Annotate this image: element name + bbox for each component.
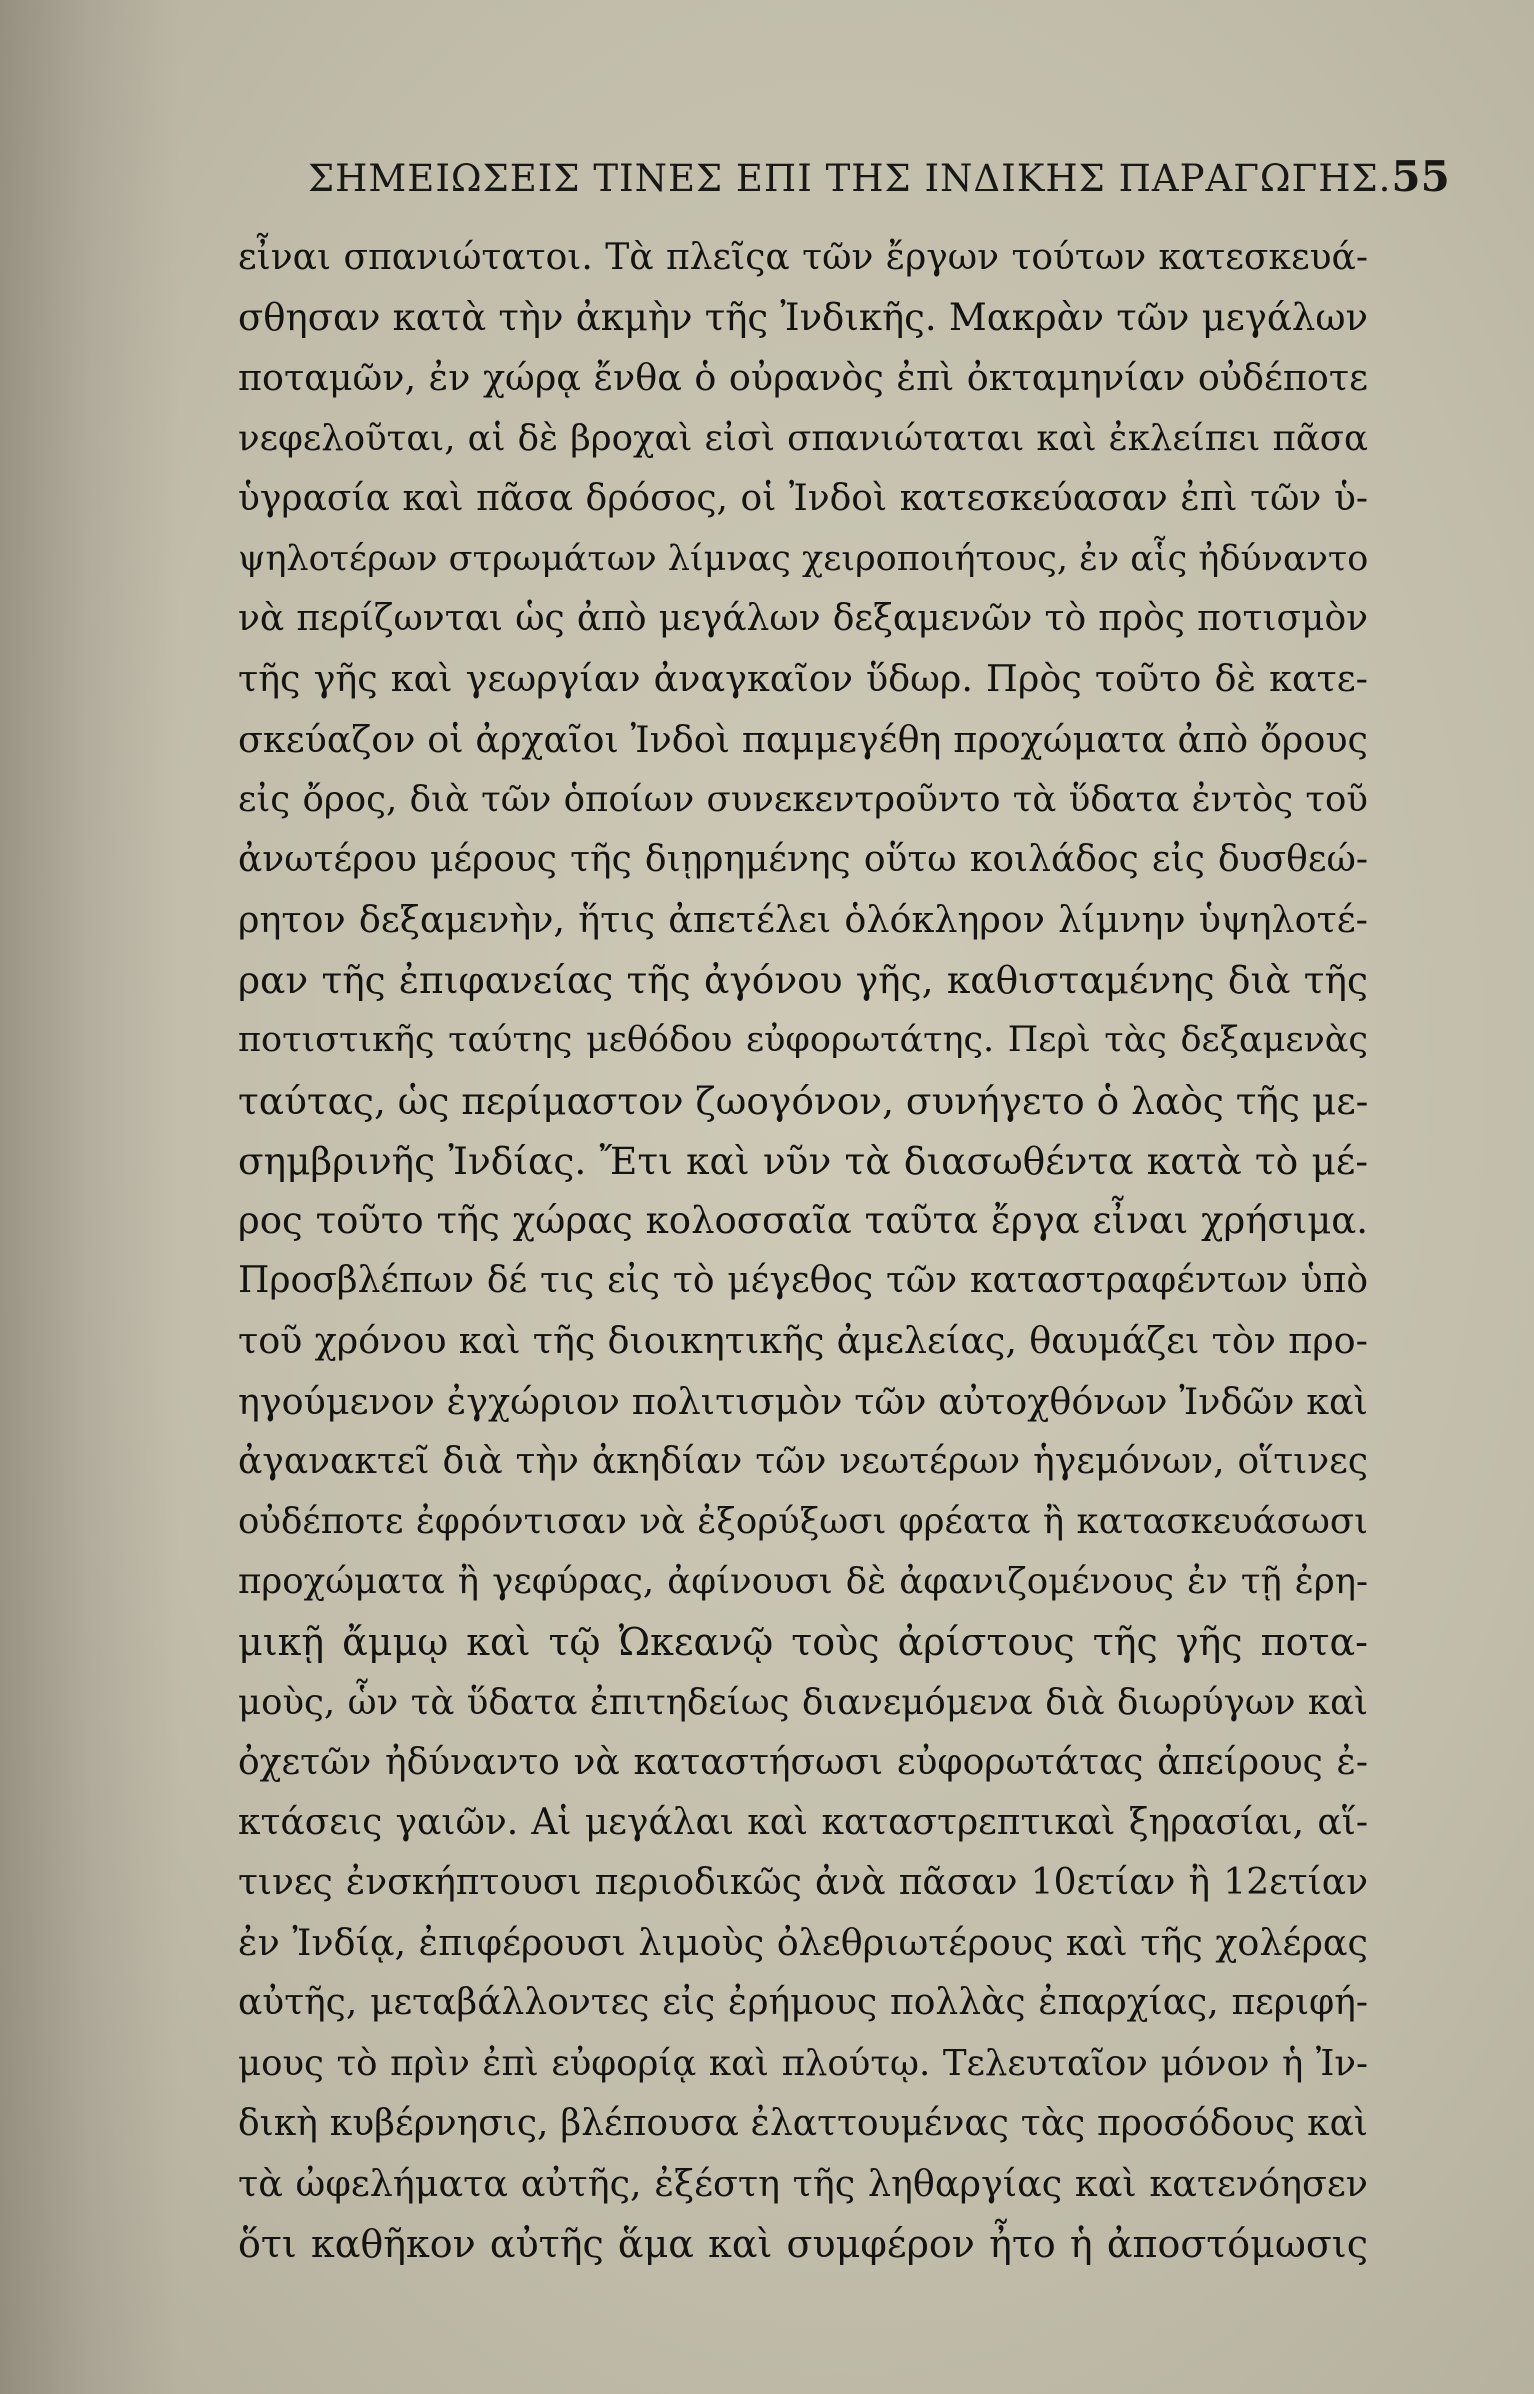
text-line: ψηλοτέρων στρωμάτων λίμνας χειροποιήτους, ἐν αἷς ἠδύναντο bbox=[238, 538, 1369, 579]
text-line: μοὺς, ὧν τὰ ὕδατα ἐπιτηδείως διανεμόμενα διὰ διωρύγων καὶ bbox=[238, 1681, 1368, 1723]
text-line: κτάσεις γαιῶν. Αἱ μεγάλαι καὶ καταστρεπτικαὶ ξηρασίαι, αἵ- bbox=[238, 1801, 1368, 1843]
running-title: ΣΗΜΕΙΩΣΕΙΣ ΤΙΝΕΣ ΕΠΙ ΤΗΣ ΙΝΔΙΚΗΣ ΠΑΡΑΓΩΓΗΣ. bbox=[308, 157, 1392, 200]
text-line: σκεύαζον οἱ ἀρχαῖοι Ἰνδοὶ παμμεγέθη προχώματα ἀπὸ ὄρους bbox=[238, 717, 1368, 761]
page-number: 55 bbox=[1391, 152, 1450, 201]
text-line: νὰ περίζωνται ὡς ἀπὸ μεγάλων δεξαμενῶν τὸ πρὸς ποτισμὸν bbox=[238, 598, 1368, 640]
body-text bbox=[238, 228, 1368, 2274]
text-line: ρητον δεξαμενὴν, ἥτις ἀπετέλει ὁλόκληρον λίμνην ὑψηλοτέ- bbox=[238, 898, 1368, 942]
text-line: ποτιστικῆς ταύτης μεθόδου εὐφορωτάτης. Περὶ τὰς δεξαμενὰς bbox=[238, 1020, 1368, 1061]
text-line: ἀγανακτεῖ διὰ τὴν ἀκηδίαν τῶν νεωτέρων ἡγεμόνων, οἵτινες bbox=[238, 1440, 1368, 1482]
text-line: εἰς ὄρος, διὰ τῶν ὁποίων συνεκεντροῦντο τὰ ὕδατα ἐντὸς τοῦ bbox=[238, 778, 1368, 820]
text-line: ἀνωτέρου μέρους τῆς διῃρημένης οὕτω κοιλάδος εἰς δυσθεώ- bbox=[238, 838, 1368, 880]
text-line: ἐν Ἰνδίᾳ, ἐπιφέρουσι λιμοὺς ὀλεθριωτέρους καὶ τῆς χολέρας bbox=[238, 1921, 1368, 1965]
text-line: αὐτῆς, μεταβάλλοντες εἰς ἐρήμους πολλὰς ἐπαρχίας, περιφή- bbox=[238, 1982, 1368, 2024]
text-line: Προσβλέπων δέ τις εἰς τὸ μέγεθος τῶν καταστραφέντων ὑπὸ bbox=[238, 1260, 1368, 1302]
text-line: σθησαν κατὰ τὴν ἀκμὴν τῆς Ἰνδικῆς. Μακρὰν τῶν μεγάλων bbox=[238, 296, 1368, 340]
text-line: προχώματα ἢ γεφύρας, ἀφίνουσι δὲ ἀφανιζομένους ἐν τῇ ἐρη- bbox=[238, 1561, 1368, 1603]
text-line: ρος τοῦτο τῆς χώρας κολοσσαῖα ταῦτα ἔργα εἶναι χρήσιμα. bbox=[238, 1199, 1368, 1242]
text-line: ὅτι καθῆκον αὐτῆς ἅμα καὶ συμφέρον ἦτο ἡ ἀποστόμωσις bbox=[238, 2222, 1368, 2267]
text-line: ὑγρασία καὶ πᾶσα δρόσος, οἱ Ἰνδοὶ κατεσκεύασαν ἐπὶ τῶν ὑ- bbox=[238, 477, 1368, 519]
text-line: μικῇ ἄμμῳ καὶ τῷ Ὠκεανῷ τοὺς ἀρίστους τῆς γῆς ποτα- bbox=[238, 1620, 1368, 1665]
text-line: τῆς γῆς καὶ γεωργίαν ἀναγκαῖον ὕδωρ. Πρὸς τοῦτο δὲ κατε- bbox=[238, 657, 1368, 701]
text-line: τὰ ὠφελήματα αὐτῆς, ἐξέστη τῆς ληθαργίας καὶ κατενόησεν bbox=[238, 2162, 1368, 2205]
text-line: τινες ἐνσκήπτουσι περιοδικῶς ἀνὰ πᾶσαν 10ετίαν ἢ 12ετίαν bbox=[238, 1862, 1368, 1904]
text-line: τοῦ χρόνου καὶ τῆς διοικητικῆς ἀμελείας, θαυμάζει τὸν προ- bbox=[238, 1319, 1368, 1363]
text-line: ηγούμενον ἐγχώριον πολιτισμὸν τῶν αὐτοχθόνων Ἰνδῶν καὶ bbox=[238, 1379, 1368, 1423]
text-line: δικὴ κυβέρνησις, βλέπουσα ἐλαττουμένας τὰς προσόδους καὶ bbox=[238, 2102, 1368, 2144]
text-line: μους τὸ πρὶν ἐπὶ εὐφορίᾳ καὶ πλούτῳ. Τελευταῖον μόνον ἡ Ἰν- bbox=[238, 2042, 1368, 2084]
text-line: ποταμῶν, ἐν χώρᾳ ἔνθα ὁ οὐρανὸς ἐπὶ ὀκταμηνίαν οὐδέποτε bbox=[238, 356, 1368, 400]
text-line: νεφελοῦται, αἱ δὲ βροχαὶ εἰσὶ σπανιώταται καὶ ἐκλείπει πᾶσα bbox=[238, 417, 1368, 459]
text-line: εἶναι σπανιώτατοι. Τὰ πλεῖςα τῶν ἔργων τούτων κατεσκευά- bbox=[238, 237, 1368, 278]
text-line: οὐδέποτε ἐφρόντισαν νὰ ἐξορύξωσι φρέατα ἢ κατασκευάσωσι bbox=[238, 1500, 1368, 1542]
text-line: ραν τῆς ἐπιφανείας τῆς ἀγόνου γῆς, καθισταμένης διὰ τῆς bbox=[238, 958, 1368, 1003]
text-line: ταύτας, ὡς περίμαστον ζωογόνον, συνήγετο ὁ λαὸς τῆς με- bbox=[238, 1078, 1369, 1123]
running-head bbox=[308, 152, 1450, 202]
text-line: σημβρινῆς Ἰνδίας. Ἔτι καὶ νῦν τὰ διασωθέντα κατὰ τὸ μέ- bbox=[238, 1138, 1368, 1183]
text-line: ὀχετῶν ἠδύναντο νὰ καταστήσωσι εὐφορωτάτας ἀπείρους ἐ- bbox=[238, 1741, 1368, 1783]
